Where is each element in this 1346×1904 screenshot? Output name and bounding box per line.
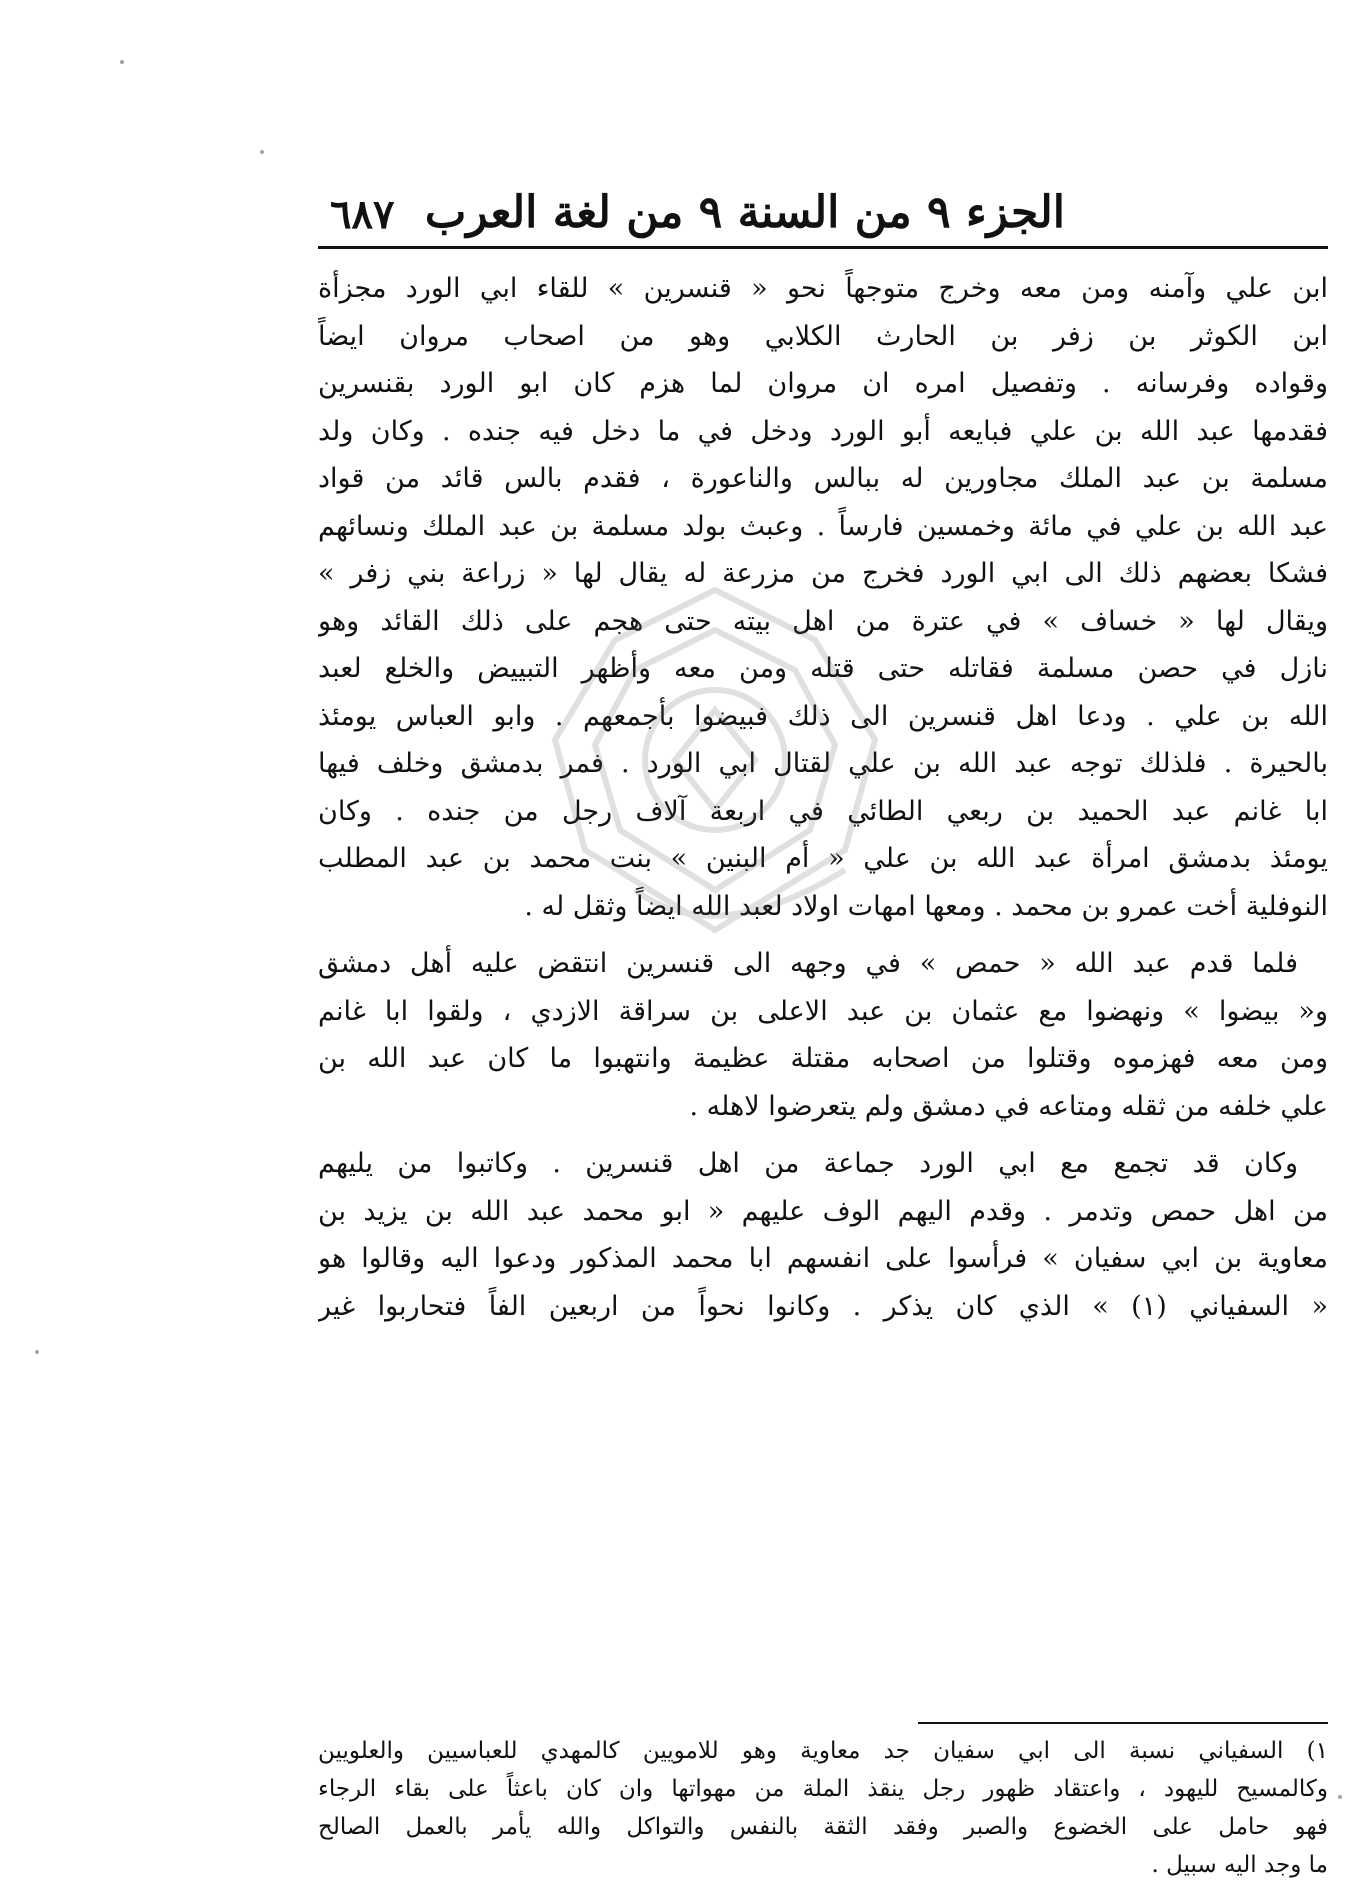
scan-speck xyxy=(260,150,264,154)
page-header xyxy=(330,175,1065,238)
scan-speck xyxy=(120,60,124,64)
body-line: عبد الله بن علي في مائة وخمسين فارساً . وعبث بولد مسلمة بن عبد الملك ونسائهم xyxy=(318,510,1328,542)
paragraph-3-line: من اهل حمص وتدمر . وقدم اليهم الوف عليهم « ابو محمد عبد الله بن يزيد بن xyxy=(318,1195,1328,1227)
footnotes xyxy=(318,1732,1328,1884)
footnote-line: وكالمسيح لليهود ، واعتقاد ظهور رجل ينقذ الملة من مهواتها وان كان باعثاً على بقاء الرجاء xyxy=(318,1776,1328,1802)
paragraph-3-line: معاوية بن ابي سفيان » فرأسوا على انفسهم ابا محمد المذكور ودعوا اليه وقالوا هو xyxy=(318,1243,1328,1274)
paragraph-2-line: فلما قدم عبد الله « حمص » في وجهه الى قنسرين انتقض عليه أهل دمشق xyxy=(318,948,1298,979)
page-number: ٦٨٧ xyxy=(330,191,395,238)
scan-speck xyxy=(1338,1795,1342,1799)
header-rule xyxy=(318,246,1328,249)
body-line: نازل في حصن مسلمة فقاتله حتى قتله ومن معه وأظهر التبييض والخلع لعبد xyxy=(318,653,1328,684)
footnote-line: ١) السفياني نسبة الى ابي سفيان جد معاوية وهو للامويين كالمهدي للعباسيين والعلويين xyxy=(318,1738,1328,1764)
body-line: بالحيرة . فلذلك توجه عبد الله بن علي لقتال ابي الورد . فمر بدمشق وخلف فيها xyxy=(318,748,1328,779)
paragraph-2-line: و« بيضوا » ونهضوا مع عثمان بن عبد الاعلى بن سراقة الازدي ، ولقوا ابا غانم xyxy=(318,995,1328,1027)
body-line: ابن الكوثر بن زفر بن الحارث الكلابي وهو من اصحاب مروان ايضاً xyxy=(318,320,1328,352)
body-line: مسلمة بن عبد الملك مجاورين له ببالس والناعورة ، فقدم بالس قائد من قواد xyxy=(318,463,1328,494)
paragraph-2-line: علي خلفه من ثقله ومتاعه في دمشق ولم يتعرضوا لاهله . xyxy=(689,1090,1328,1122)
body-line: يومئذ بدمشق امرأة عبد الله بن علي « أم البنين » بنت محمد بن عبد المطلب xyxy=(318,843,1328,874)
footnote-rule xyxy=(918,1722,1328,1724)
body-line: ابن علي وآمنه ومن معه وخرج متوجهاً نحو « قنسرين » للقاء ابي الورد مجزأة xyxy=(318,273,1328,304)
body-line: وقواده وفرسانه . وتفصيل امره ان مروان لما هزم كان ابو الورد بقنسرين xyxy=(318,368,1328,399)
running-title: الجزء ٩ من السنة ٩ من لغة العرب xyxy=(424,187,1065,238)
paragraph-2-line: ومن معه فهزموه وقتلوا من اصحابه مقتلة عظيمة وانتهبوا ما كان عبد الله بن xyxy=(318,1043,1328,1074)
body-line: ابا غانم عبد الحميد بن ربعي الطائي في اربعة آلاف رجل من جنده . وكان xyxy=(318,795,1328,827)
paragraph-3-line: « السفياني (١) » الذي كان يذكر . وكانوا نحواً من اربعين الفاً فتحاربوا غير xyxy=(318,1290,1328,1322)
paragraph-3-line: وكان قد تجمع مع ابي الورد جماعة من اهل قنسرين . وكاتبوا من يليهم xyxy=(318,1148,1298,1179)
body-line: فشكا بعضهم ذلك الى ابي الورد فخرج من مزرعة له يقال لها « زراعة بني زفر » xyxy=(318,558,1328,589)
body-line: فقدمها عبد الله بن علي فبايعه أبو الورد ودخل في ما دخل فيه جنده . وكان ولد xyxy=(318,415,1328,447)
body-text xyxy=(318,265,1328,1330)
footnote-line: ما وجد اليه سبيل . xyxy=(1151,1852,1328,1878)
scan-speck xyxy=(35,1350,39,1354)
body-line: النوفلية أخت عمرو بن محمد . ومعها امهات اولاد لعبد الله ايضاً وثقل له . xyxy=(524,890,1328,922)
body-line: ويقال لها « خساف » في عترة من اهل بيته حتى هجم على ذلك القائد وهو xyxy=(318,605,1328,637)
footnote-line: فهو حامل على الخضوع والصبر وفقد الثقة بالنفس والتواكل والله يأمر بالعمل الصالح xyxy=(318,1814,1328,1840)
body-line: الله بن علي . ودعا اهل قنسرين الى ذلك فبيضوا بأجمعهم . وابو العباس يومئذ xyxy=(318,700,1328,732)
